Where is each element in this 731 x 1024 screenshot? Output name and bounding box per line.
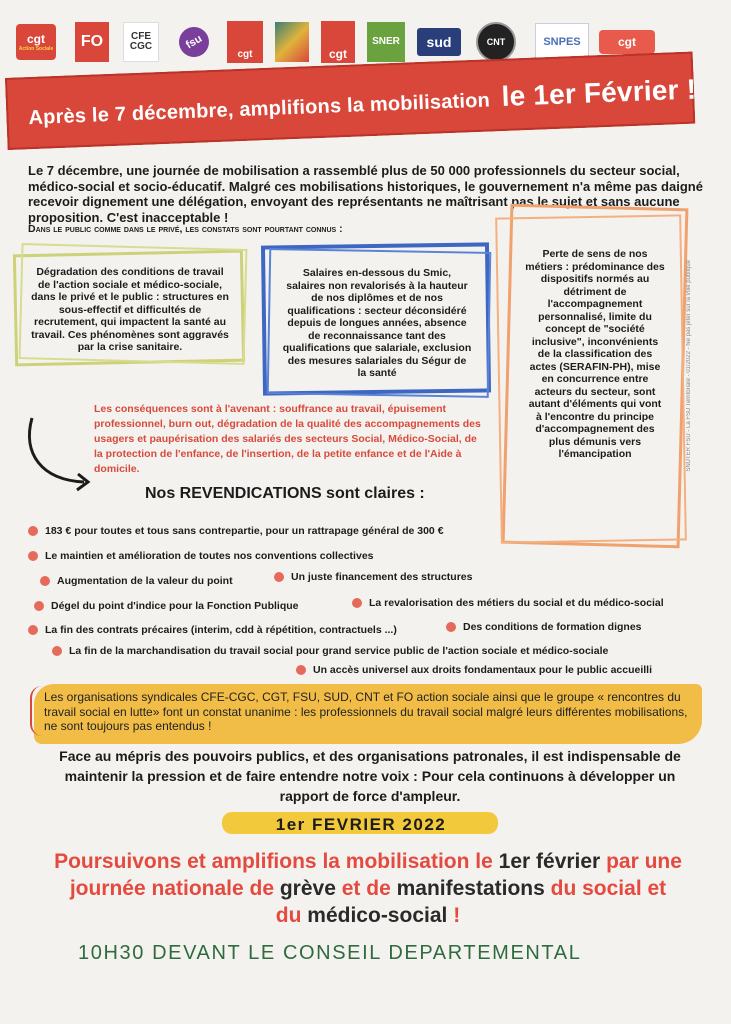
revendication-item: Un accès universel aux droits fondamentaux pour le public accueilli bbox=[296, 664, 652, 676]
intro-paragraph: Le 7 décembre, une journée de mobilisation a rassemblé plus de 50 000 professionnels du secteur social, médico-social et socio-éducatif. Malgré ces mobilisations historiques, le gouvernement n'a même pas daigné recevoir dignement une délégation, envoyant des représentants ne maîtrisant pas le sujet et sans aucune proposition. C'est inacceptable ! bbox=[28, 163, 703, 225]
revendication-item: Des conditions de formation dignes bbox=[446, 621, 642, 633]
organisations-text: Les organisations syndicales CFE-CGC, CGT, FSU, SUD, CNT et FO action sociale ainsi que le groupe « rencontres du travail social en lutte» font un constat unanime : les professionnels du travail social malgré leurs différentes mobilisations, ne sont toujours pas entendus ! bbox=[44, 690, 688, 733]
blue-box-text: Salaires en-dessous du Smic, salaires non revalorisés à la hauteur de nos diplômes et de nos qualifications : secteur déconsidéré depuis de longues années, absence de reconnaissance tant des qualifications que salariale, exclusion des mesures salariales du Ségur de la santé bbox=[282, 267, 472, 379]
revendication-item: Un juste financement des structures bbox=[274, 571, 472, 583]
bullet-icon bbox=[28, 551, 38, 561]
side-note: SNUTER FSU - La FSU Territoriale - 01/2022 - Ne pas jeter sur la voie publique bbox=[686, 260, 692, 472]
revendication-item: Dégel du point d'indice pour la Fonction Publique bbox=[34, 600, 299, 612]
logo-fsu: fsu bbox=[176, 18, 212, 66]
title-banner bbox=[5, 52, 695, 150]
bullet-icon bbox=[34, 601, 44, 611]
bullet-icon bbox=[28, 526, 38, 536]
bullet-icon bbox=[446, 622, 456, 632]
revendication-item: 183 € pour toutes et tous sans contrepartie, pour un rattrapage général de 300 € bbox=[28, 525, 444, 537]
bullet-icon bbox=[40, 576, 50, 586]
orange-box-text: Perte de sens de nos métiers : prédominance des dispositifs normés au détriment de l'accompagnement personnalisé, limite du concept de "société inclusive", inconvénients de la classification des actes (SERAFIN-PH), mise en concurrence entre acteurs du secteur, sont autant d'éléments qui vont à l'encontre du principe d'accompagnement des plus démunis vers l'émancipation bbox=[525, 248, 665, 460]
logo-cgt-2: cgt bbox=[226, 18, 264, 66]
green-box-text: Dégradation des conditions de travail de l'action sociale et médico-sociale, dans le privé et le public : structures en sous-effectif et difficultés de recrutement, qui impactent la santé au travail. Ces phénomènes sont aggravés par la crise sanitaire. bbox=[31, 266, 229, 353]
revendication-item: La fin de la marchandisation du travail social pour grand service public de l'action sociale et médico-sociale bbox=[52, 645, 608, 657]
logo-cfe-cgc: CFE CGC bbox=[122, 18, 160, 66]
logo-snpes: SNPES bbox=[534, 18, 590, 66]
constats-heading: Dans le public comme dans le privé, les constats sont pourtant connus : bbox=[28, 223, 343, 235]
bullet-icon bbox=[274, 572, 284, 582]
logo-cgt-action-sociale: cgt Action Sociale bbox=[14, 18, 58, 66]
logo-sud: sud bbox=[416, 18, 462, 66]
revendication-item: Le maintien et amélioration de toutes nos conventions collectives bbox=[28, 550, 374, 562]
logo-cgt-4: cgt bbox=[598, 18, 656, 66]
organisations-bracket bbox=[30, 686, 44, 736]
revendications-title: Nos REVENDICATIONS sont claires : bbox=[145, 485, 425, 502]
banner-text-part2: le 1er Février ! bbox=[501, 73, 697, 112]
logo-collectif bbox=[274, 18, 310, 66]
location-text: 10H30 DEVANT LE CONSEIL DEPARTEMENTAL bbox=[78, 942, 582, 964]
curved-arrow-icon bbox=[22, 414, 102, 494]
date-text: 1er FEVRIER 2022 bbox=[275, 815, 447, 834]
bullet-icon bbox=[28, 625, 38, 635]
bullet-icon bbox=[352, 598, 362, 608]
slogan: Poursuivons et amplifions la mobilisation le 1er février par une journée nationale de grève et de manifestations du social et du médico-social ! bbox=[54, 850, 682, 927]
logo-sner: SNER bbox=[366, 18, 406, 66]
logo-cnt: CNT bbox=[474, 18, 518, 66]
logo-fo: FO bbox=[74, 18, 110, 66]
revendication-item: La fin des contrats précaires (interim, cdd à répétition, contractuels ...) bbox=[28, 624, 397, 636]
revendication-item: La revalorisation des métiers du social et du médico-social bbox=[352, 597, 664, 609]
bullet-icon bbox=[296, 665, 306, 675]
call-to-action-text: Face au mépris des pouvoirs publics, et des organisations patronales, il est indispensable de maintenir la pression et de faire entendre notre voix : Pour cela continuons à développer un rapport de force d'ampleur. bbox=[59, 748, 681, 804]
banner-text-part1: Après le 7 décembre, amplifions la mobilisation bbox=[28, 89, 491, 130]
logo-cgt-3: cgt bbox=[320, 18, 356, 66]
revendication-item: Augmentation de la valeur du point bbox=[40, 575, 233, 587]
bullet-icon bbox=[52, 646, 62, 656]
consequences-text: Les conséquences sont à l'avenant : souffrance au travail, épuisement professionnel, burn out, dégradation de la qualité des accompagnements des usagers et paupérisation des salariés des secteurs Social, Médico-Social, de la protection de l'enfance, de l'insertion, de la petite enfance et de l'Aide à domicile. bbox=[94, 403, 481, 475]
